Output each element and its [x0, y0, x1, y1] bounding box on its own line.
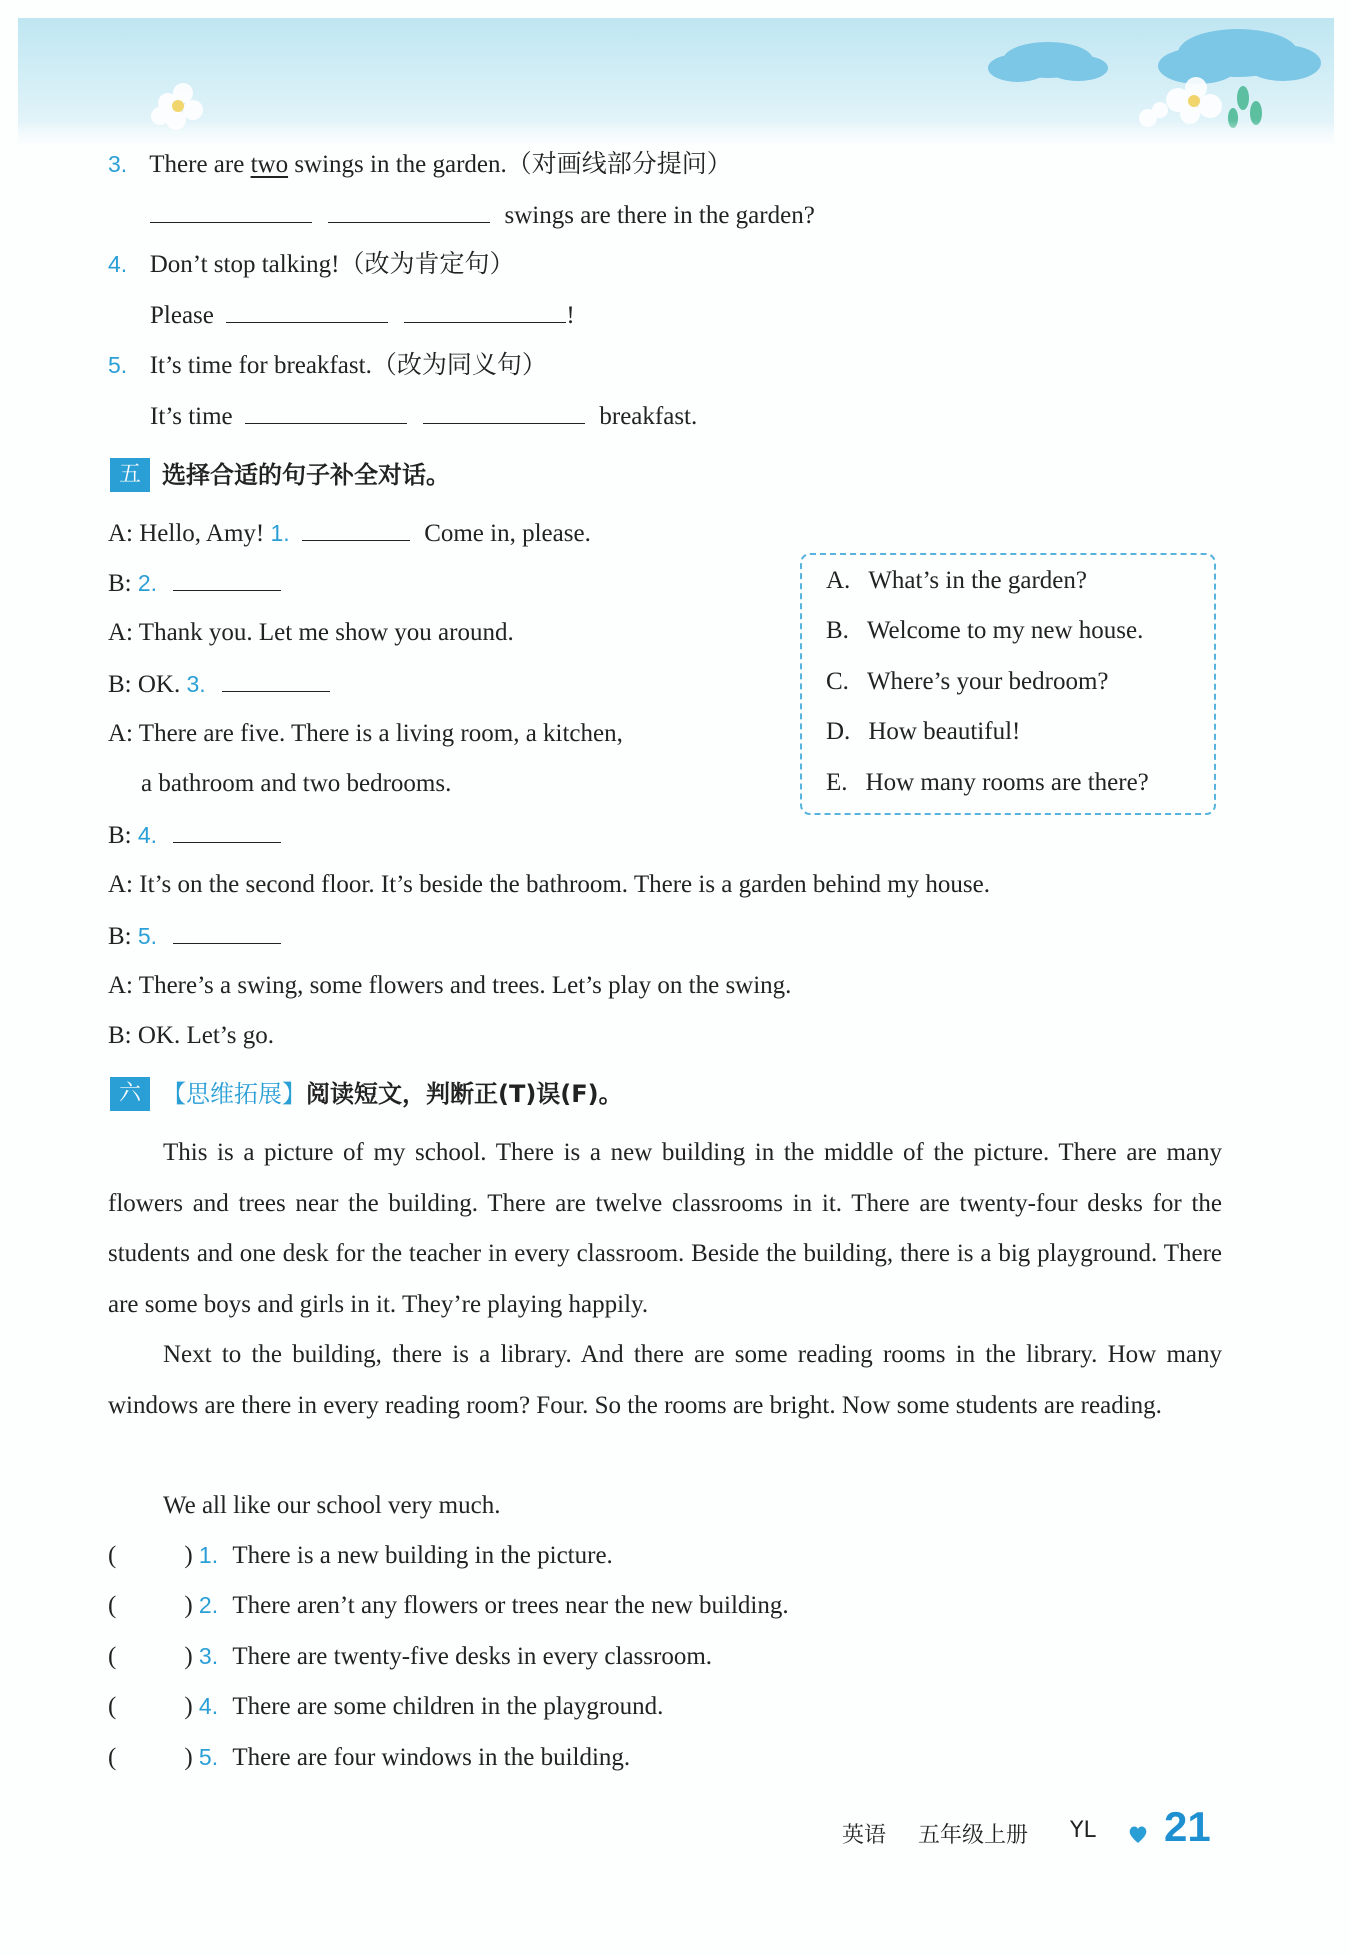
option-d [826, 716, 1020, 748]
answer-blank[interactable] [226, 298, 388, 323]
dialogue-text: A: Thank you. Let me show you around. [108, 619, 514, 646]
dialogue-line-3 [108, 617, 514, 649]
section-tag: 【思维拓展】 [162, 1080, 306, 1108]
section-title: 选择合适的句子补全对话。 [162, 461, 450, 489]
item-number: 5. [198, 1744, 219, 1770]
dialogue-line-5 [108, 718, 623, 750]
answer-bracket[interactable]: ( [108, 1693, 117, 1720]
question-4-answer-line [150, 298, 575, 332]
answer-blank[interactable] [173, 818, 281, 843]
leaf-icon [1228, 86, 1262, 128]
question-5 [108, 349, 547, 382]
question-text: Don’t stop talking!（改为肯定句） [149, 251, 515, 278]
answer-bracket: ) [184, 1542, 193, 1569]
blank-number: 4. [137, 822, 158, 848]
dialogue-text: A: There are five. There is a living room, a kitchen, [108, 720, 623, 747]
answer-bracket[interactable]: ( [108, 1643, 117, 1670]
question-number: 3. [108, 151, 128, 177]
tf-item-4 [108, 1690, 663, 1723]
reading-paragraph-1 [108, 1128, 1222, 1330]
question-text: ! [566, 302, 575, 329]
answer-blank[interactable] [245, 399, 407, 424]
answer-bracket: ) [184, 1592, 193, 1619]
blank-number: 1. [270, 520, 290, 546]
answer-bracket[interactable]: ( [108, 1542, 117, 1569]
question-4 [108, 248, 515, 281]
option-e [826, 767, 1149, 799]
dialogue-line-8 [108, 869, 990, 901]
section-number-badge: 六 [110, 1077, 150, 1111]
answer-blank[interactable] [173, 566, 281, 591]
question-3 [108, 148, 732, 181]
dialogue-text: A: Hello, Amy! [108, 520, 265, 547]
section-number-badge: 五 [110, 458, 150, 492]
dialogue-text: B: [108, 570, 132, 597]
paragraph-text: Next to the building, there is a library. And there are some reading rooms in the library. How many windows are there in every reading room? Four. So the rooms are bright. Now some students are reading. [108, 1341, 1222, 1419]
dialogue-text: B: OK. Let’s go. [108, 1022, 274, 1049]
footer-subject: 英语 [842, 1823, 887, 1848]
dialogue-line-7 [108, 818, 281, 852]
answer-bracket[interactable]: ( [108, 1592, 117, 1619]
page-number: 21 [1164, 1803, 1211, 1850]
tf-item-1 [108, 1539, 613, 1572]
section-6-heading [110, 1077, 623, 1111]
item-text: There are some children in the playground. [232, 1693, 664, 1720]
option-text: How many rooms are there? [865, 769, 1149, 796]
dialogue-line-2 [108, 566, 281, 600]
question-text: breakfast. [599, 403, 698, 430]
paragraph-text: We all like our school very much. [163, 1492, 501, 1519]
item-number: 4. [198, 1693, 219, 1719]
dialogue-line-4 [108, 667, 330, 701]
footer-edition: YL [1070, 1818, 1096, 1843]
answer-bracket[interactable]: ( [108, 1744, 117, 1771]
answer-blank[interactable] [404, 298, 566, 323]
dialogue-text: a bathroom and two bedrooms. [141, 770, 452, 797]
question-number: 4. [108, 251, 128, 277]
question-number: 5. [108, 352, 128, 378]
option-b [826, 615, 1143, 647]
reading-paragraph-2 [108, 1330, 1222, 1431]
underlined-word: two [250, 151, 289, 178]
blank-number: 2. [137, 570, 158, 596]
answer-bracket: ) [184, 1693, 193, 1720]
reading-paragraph-3 [108, 1481, 1222, 1532]
tf-item-5 [108, 1741, 630, 1774]
answer-blank[interactable] [423, 399, 585, 424]
dialogue-text: B: [108, 822, 132, 849]
item-text: There is a new building in the picture. [232, 1542, 613, 1569]
options-box [800, 553, 1216, 815]
dialogue-line-6 [141, 768, 451, 800]
answer-bracket: ) [184, 1744, 193, 1771]
cloud-icon [988, 29, 1321, 84]
dialogue-text: A: It’s on the second floor. It’s beside the bathroom. There is a garden behind my house. [108, 871, 990, 898]
question-text: Please [150, 302, 214, 329]
option-c [826, 666, 1109, 698]
dialogue-text: B: [108, 923, 132, 950]
option-text: Welcome to my new house. [866, 617, 1144, 644]
question-text: It’s time [150, 403, 233, 430]
answer-blank[interactable] [302, 516, 410, 541]
question-3-answer-line [150, 198, 815, 232]
item-text: There are twenty-five desks in every classroom. [232, 1643, 713, 1670]
tf-item-3 [108, 1640, 712, 1673]
question-text: swings in the garden.（对画线部分提问） [288, 151, 732, 178]
heart-icon [1126, 1822, 1150, 1846]
blank-number: 3. [186, 671, 206, 697]
item-number: 2. [198, 1592, 219, 1618]
tf-item-2 [108, 1589, 789, 1622]
item-number: 3. [198, 1643, 219, 1669]
option-text: Where’s your bedroom? [866, 668, 1109, 695]
footer-grade: 五年级上册 [918, 1823, 1029, 1848]
dialogue-text: B: OK. [108, 671, 181, 698]
dialogue-text: A: There’s a swing, some flowers and trees. Let’s play on the swing. [108, 972, 792, 999]
answer-blank[interactable] [150, 198, 312, 223]
answer-blank[interactable] [328, 198, 490, 223]
blank-number: 5. [137, 923, 158, 949]
dialogue-line-9 [108, 919, 281, 953]
dialogue-line-10 [108, 970, 791, 1002]
header-banner [18, 18, 1334, 146]
option-text: What’s in the garden? [868, 567, 1087, 594]
flower-cluster-icon [1139, 77, 1222, 127]
answer-blank[interactable] [173, 919, 281, 944]
flower-icon [151, 83, 203, 130]
option-letter: C. [826, 668, 849, 695]
section-title: 阅读短文，判断正(T)误(F)。 [306, 1080, 623, 1108]
question-text: It’s time for breakfast.（改为同义句） [149, 352, 547, 379]
dialogue-line-1 [108, 516, 591, 550]
section-5-heading [110, 458, 450, 492]
option-letter: A. [826, 567, 851, 594]
answer-bracket: ) [184, 1643, 193, 1670]
item-text: There aren’t any flowers or trees near the new building. [232, 1592, 789, 1619]
question-text: swings are there in the garden? [504, 202, 815, 229]
item-text: There are four windows in the building. [232, 1744, 631, 1771]
paragraph-text: This is a picture of my school. There is a new building in the middle of the picture. There are many flowers and trees near the building. There are twelve classrooms in it. There are twenty-four desks for the students and one desk for the teacher in every classroom. Beside the building, there is a big playground. There are some boys and girls in it. They’re playing happily. [108, 1139, 1222, 1318]
banner-decoration [18, 18, 1334, 146]
option-letter: B. [826, 617, 849, 644]
option-text: How beautiful! [868, 718, 1021, 745]
item-number: 1. [198, 1542, 219, 1568]
question-text: There are [149, 151, 251, 178]
option-letter: E. [826, 769, 848, 796]
option-a [826, 565, 1087, 597]
question-5-answer-line [150, 399, 697, 433]
dialogue-text: Come in, please. [424, 520, 591, 547]
answer-blank[interactable] [222, 667, 330, 692]
option-letter: D. [826, 718, 851, 745]
dialogue-line-11 [108, 1020, 274, 1052]
